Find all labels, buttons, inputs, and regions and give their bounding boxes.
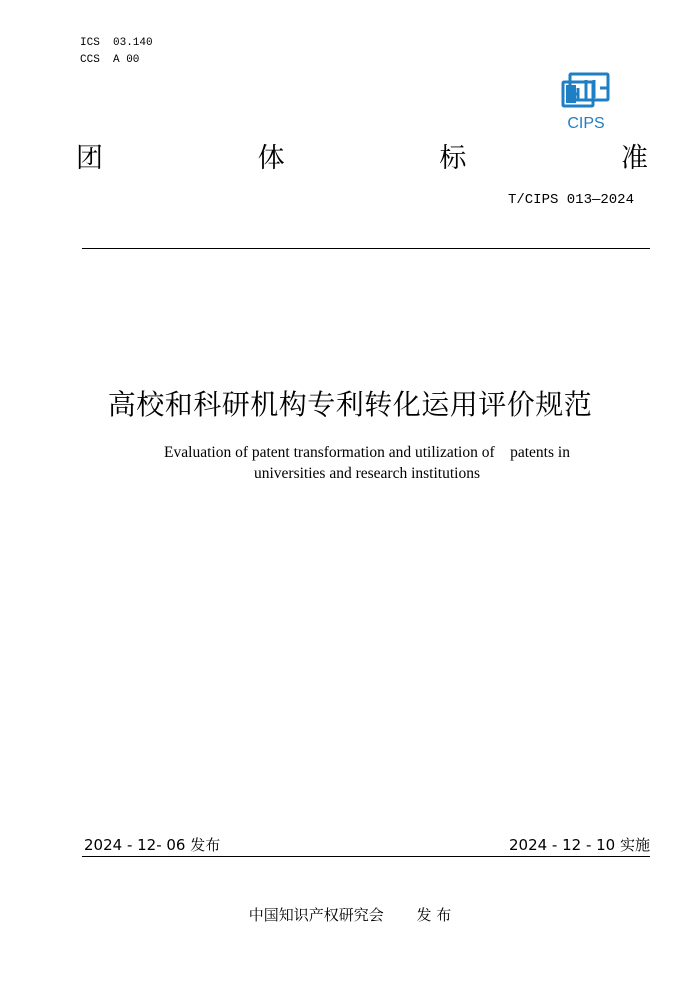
ics-code: ICS 03.140 — [80, 37, 153, 49]
cips-logo — [558, 70, 614, 132]
heading-char: 标 — [439, 143, 467, 174]
cips-logo-icon — [558, 70, 614, 132]
publisher-line — [0, 904, 700, 925]
standard-number: T/CIPS 013—2024 — [507, 192, 634, 208]
bottom-divider — [82, 856, 650, 857]
implementation-date: 2024 - 12 - 10 实施 — [508, 836, 650, 854]
heading-char: 体 — [257, 143, 285, 174]
standard-type-heading — [76, 136, 648, 175]
logo-text: CIPS — [567, 115, 605, 132]
publisher-name: 中国知识产权研究会 — [248, 906, 384, 924]
top-divider — [82, 248, 650, 249]
chinese-title: 高校和科研机构专利转化运用评价规范 — [107, 388, 593, 421]
heading-char: 团 — [76, 143, 103, 174]
publish-label: 发 布 — [416, 906, 452, 924]
english-title-line-1: Evaluation of patent transformation and utilization of patents in — [164, 444, 570, 461]
ccs-code: CCS A 00 — [80, 54, 140, 66]
issue-date: 2024 - 12- 06 发布 — [84, 836, 221, 854]
english-title — [100, 442, 634, 484]
heading-char: 准 — [620, 143, 648, 174]
english-title-line-2: universities and research institutions — [254, 465, 480, 482]
classification-codes — [80, 35, 153, 69]
